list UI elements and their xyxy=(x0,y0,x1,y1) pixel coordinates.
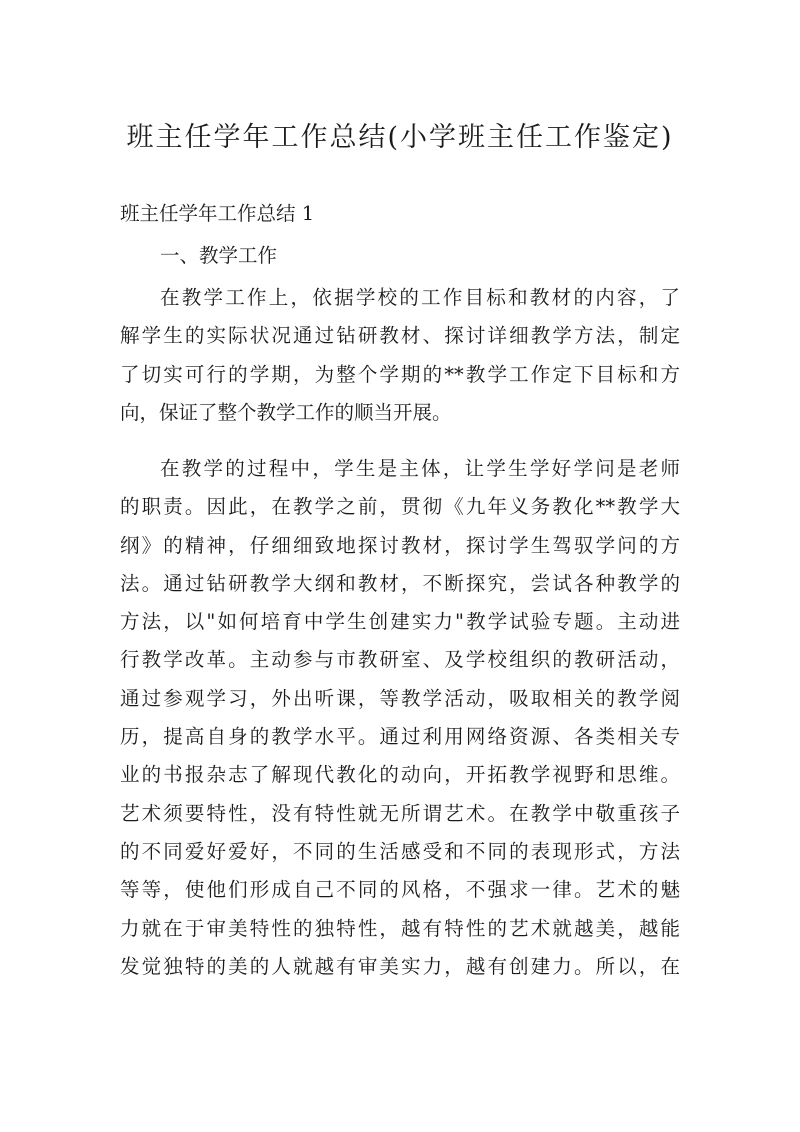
paragraph-line: 艺术须要特性，没有特性就无所谓艺术。在教学中敬重孩子 xyxy=(120,801,680,825)
subheading-teaching-work: 一、教学工作 xyxy=(160,244,278,267)
section-title: 班主任学年工作总结 1 xyxy=(120,202,315,225)
paragraph-line: 力就在于审美特性的独特性，越有特性的艺术就越美，越能 xyxy=(120,916,680,940)
paragraph-line: 向，保证了整个教学工作的顺当开展。 xyxy=(120,400,452,424)
paragraph-line: 的职责。因此，在教学之前，贯彻《九年义务教化**教学大 xyxy=(120,495,680,519)
paragraph-line: 解学生的实际状况通过钻研教材、探讨详细教学方法，制定 xyxy=(120,324,680,348)
paragraph-2 xyxy=(120,450,680,986)
document-title: 班主任学年工作总结(小学班主任工作鉴定) xyxy=(126,122,674,153)
paragraph-line: 行教学改革。主动参与市教研室、及学校组织的教研活动， xyxy=(120,648,680,672)
paragraph-line: 纲》的精神，仔细细致地探讨教材，探讨学生驾驭学问的方 xyxy=(120,533,680,557)
paragraph-line: 在教学的过程中，学生是主体，让学生学好学问是老师 xyxy=(160,457,680,480)
paragraph-line: 方法，以"如何培育中学生创建实力"教学试验专题。主动进 xyxy=(120,610,680,634)
paragraph-line: 历，提高自身的教学水平。通过利用网络资源、各类相关专 xyxy=(120,725,680,749)
paragraph-line: 的不同爱好爱好，不同的生活感受和不同的表现形式，方法 xyxy=(120,839,680,863)
paragraph-line: 发觉独特的美的人就越有审美实力，越有创建力。所以，在 xyxy=(120,954,680,978)
paragraph-line: 法。通过钻研教学大纲和教材，不断探究，尝试各种教学的 xyxy=(120,571,680,595)
paragraph-1 xyxy=(120,279,680,432)
paragraph-line: 等等，使他们形成自己不同的风格，不强求一律。艺术的魅 xyxy=(120,878,680,902)
paragraph-line: 在教学工作上，依据学校的工作目标和教材的内容，了 xyxy=(160,286,680,309)
paragraph-line: 通过参观学习，外出听课，等教学活动，吸取相关的教学阅 xyxy=(120,686,680,710)
paragraph-line: 业的书报杂志了解现代教化的动向，开拓教学视野和思维。 xyxy=(120,763,680,787)
paragraph-line: 了切实可行的学期，为整个学期的**教学工作定下目标和方 xyxy=(120,362,680,386)
